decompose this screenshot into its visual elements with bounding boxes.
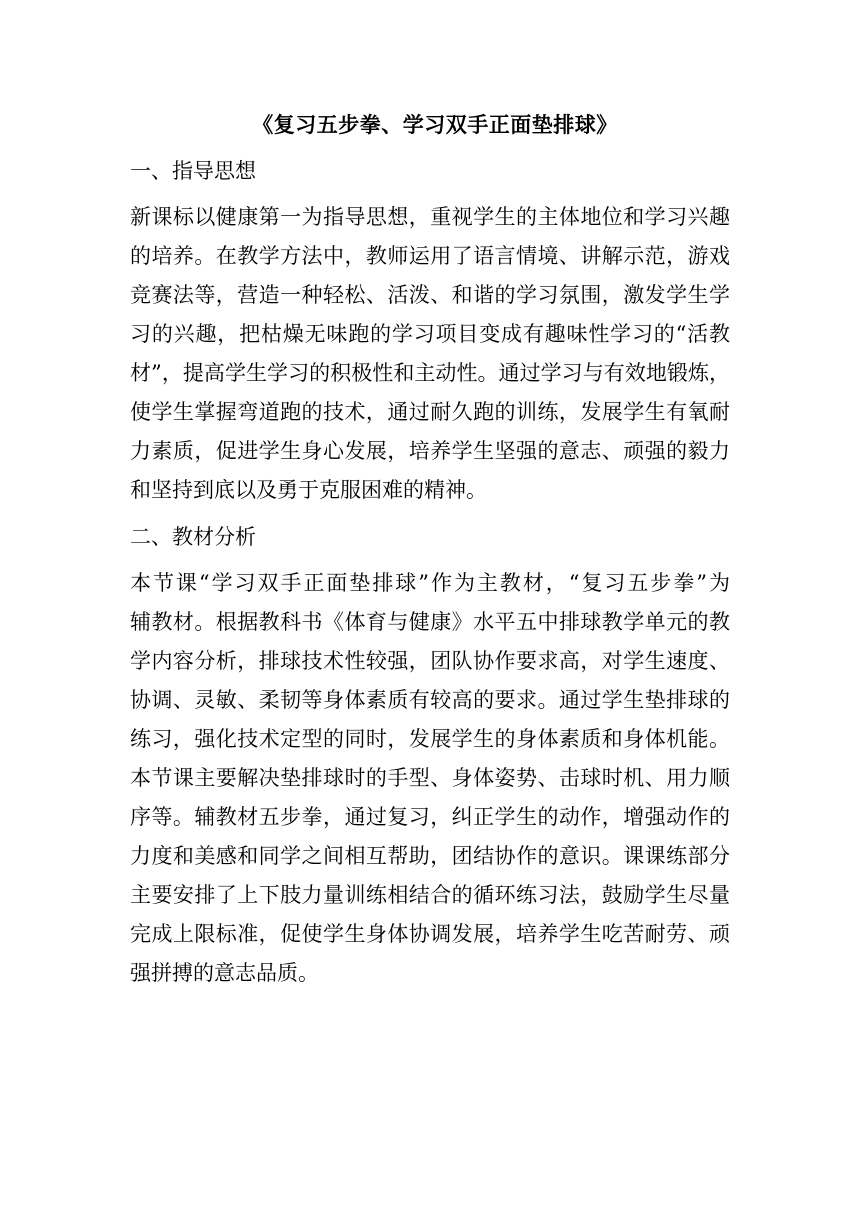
- text-line: 力素质，促进学生身心发展，培养学生坚强的意志、顽强的毅力: [130, 439, 730, 463]
- text-line: 辅教材。根据教科书《体育与健康》水平五中排球教学单元的教: [130, 610, 730, 634]
- text-line: 习的兴趣，把枯燥无味跑的学习项目变成有趣味性学习的“活教: [130, 322, 730, 346]
- text-line: 本节课主要解决垫排球时的手型、身体姿势、击球时机、用力顺: [130, 766, 730, 790]
- paragraph-guiding-ideology: [130, 198, 730, 510]
- paragraph-material-analysis: [130, 564, 730, 993]
- document-title: 《复习五步拳、学习双手正面垫排球》: [252, 112, 618, 137]
- text-line: 协调、灵敏、柔韧等身体素质有较高的要求。通过学生垫排球的: [130, 688, 730, 712]
- text-line: 完成上限标准，促使学生身体协调发展，培养学生吃苦耐劳、顽: [130, 922, 730, 946]
- text-line: 使学生掌握弯道跑的技术，通过耐久跑的训练，发展学生有氧耐: [130, 400, 730, 424]
- text-line: 强拼搏的意志品质。: [130, 961, 319, 985]
- text-line: 力度和美感和同学之间相互帮助，团结协作的意识。课课练部分: [130, 844, 730, 868]
- section-heading-material-analysis: 二、教材分析: [130, 525, 256, 549]
- text-line: 练习，强化技术定型的同时，发展学生的身体素质和身体机能。: [130, 727, 730, 751]
- document-page: [130, 106, 730, 993]
- text-line: 和坚持到底以及勇于克服困难的精神。: [130, 478, 487, 502]
- text-line: 材”，提高学生学习的积极性和主动性。通过学习与有效地锻炼，: [130, 361, 730, 385]
- text-line: 竞赛法等，营造一种轻松、活泼、和谐的学习氛围，激发学生学: [130, 283, 730, 307]
- section-heading-guiding-ideology: 一、指导思想: [130, 159, 256, 183]
- text-line: 本节课“学习双手正面垫排球”作为主教材，“复习五步拳”为: [130, 571, 730, 595]
- text-line: 序等。辅教材五步拳，通过复习，纠正学生的动作，增强动作的: [130, 805, 730, 829]
- text-line: 学内容分析，排球技术性较强，团队协作要求高，对学生速度、: [130, 649, 730, 673]
- text-line: 的培养。在教学方法中，教师运用了语言情境、讲解示范，游戏: [130, 244, 730, 268]
- text-line: 主要安排了上下肢力量训练相结合的循环练习法，鼓励学生尽量: [130, 883, 730, 907]
- text-line: 新课标以健康第一为指导思想，重视学生的主体地位和学习兴趣: [130, 205, 730, 229]
